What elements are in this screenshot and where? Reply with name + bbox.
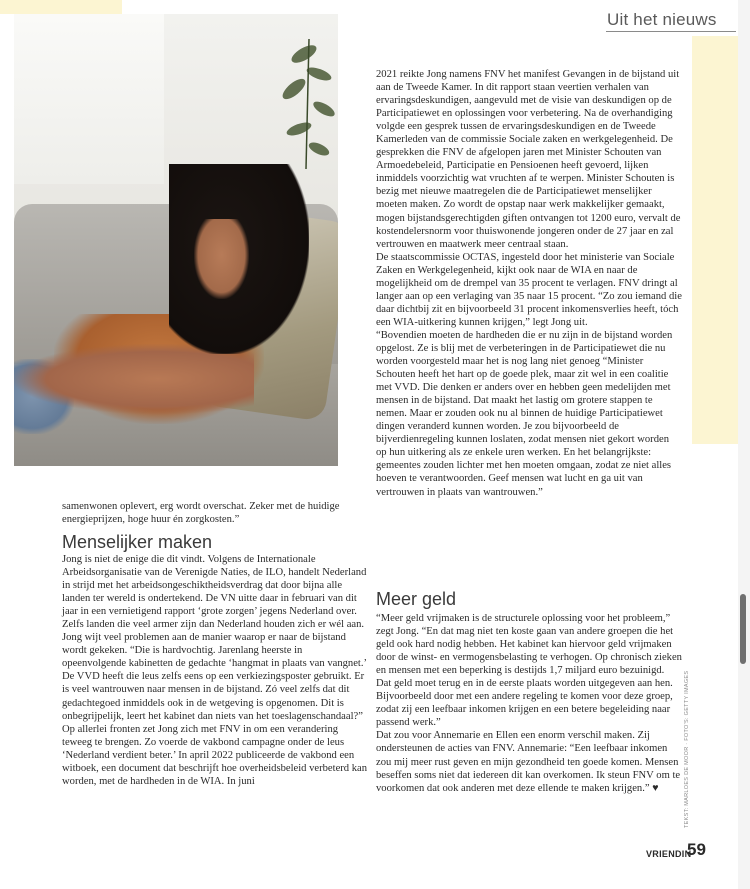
right-paragraph-3: “Bovendien moeten de hardheden die er nu zijn in de bijstand worden opgelost. Ze is blij met de verbeteringen in de Participatiewet die nu worden voorgesteld maar het is nog lang niet genoeg “Minister Schouten heeft het hart op de goede plek, maar zit wel in een coalitie met VVD. Die denken er anders over en hebben geen medelijden met mensen in de bijstand. Dat maakt het lastig om grotere stappen te nemen. Maar er zouden ook nu al binnen de huidige Participatiewet dingen veranderd kunnen worden. Je zou bijvoorbeeld de bijverdienregeling kunnen loslaten, zodat mensen niet gekort worden op hun uitkering als ze enkele uren werken. En het belangrijkste: gemeentes zouden lichter met hen moeten omgaan, zodat ze niet alles hoeven te verantwoorden. Geef mensen wat lucht en ga uit van vertrouwen in plaats van wantrouwen.” [376, 329, 673, 498]
photo-arm [14, 344, 254, 414]
article-photo [14, 14, 338, 466]
subhead-menselijker-maken: Menselijker maken [62, 532, 213, 552]
right-lower-column [376, 612, 682, 795]
subhead-meer-geld: Meer geld [376, 589, 457, 609]
right-lower-paragraph-2: Dat zou voor Annemarie en Ellen een enorm verschil maken. Zij ondersteunen de acties van FNV. Annemarie: “Een leefbaar inkomen zou mij meer rust geven en mijn gezondheid ten goede komen. Mensen beseffen soms niet dat iedereen dit kan overkomen. Ik steun FNV om te voorkomen dat ook anderen met deze ellende te maken krijgen.” ♥ [376, 730, 681, 794]
footer-magazine-name: VRIENDIN [646, 849, 692, 859]
photo-credit: TEKST: MARLOES DE MOOR · FOTO'S: GETTY IMAGES [684, 670, 690, 828]
yellow-accent-right [692, 36, 738, 444]
right-paragraph-1: 2021 reikte Jong namens FNV het manifest Gevangen in de bijstand uit aan de Tweede Kamer. In dit rapport staan veertien verhalen van ervaringsdeskundigen, aangevuld met de visie van deskundigen op de Participatiewet en oplossingen voor verbetering. Na de overhandiging volgde een gesprek tussen de ervaringsdeskundigen en de Tweede Kamerleden van de commissie Sociale zaken en werkgelegenheid. De gesprekken die FNV de afgelopen jaren met Minister Schouten van Armoedebeleid, Participatie en Pensioenen heeft gevoerd, lijken inmiddels voorzichtig wat vruchten af te werpen. Minister Schouten is bezig met nieuwe maatregelen die de Participatiewet menselijker moeten maken. Zo wordt de opstap naar werk makkelijker gemaakt, mogen bijstandsgerechtigden giften ontvangen tot 1200 euro, vervalt de kostendelersnorm voor thuiswonende jongeren onder de 27 jaar en zal vertrouwen en maatwerk meer centraal staan. [376, 69, 681, 250]
yellow-accent-top [0, 0, 122, 14]
left-paragraph-1: Jong is niet de enige die dit vindt. Volgens de Internationale Arbeidsorganisatie van de Verenigde Naties, de ILO, handelt Nederland in strijd met het arbeidsongeschiktheidsverdrag dat door bijna alle landen ter wereld is ondertekend. De VN uitte daar in februari van dit jaar in een vernietigend rapport ‘grote zorgen’ jegens Nederland over. Zelfs landen die veel armer zijn dan Nederland houden zich er wél aan. Jong wijt veel problemen aan de manier waarop er naar de bijstand wordt gekeken. “Die is hardvochtig. Jarenlang heerste in opeenvolgende kabinetten de gedachte ‘hangmat in plaats van vangnet.’ De VVD heeft die leus zelfs eens op een verkiezingsposter gebruikt. Er is veel wantrouwen naar mensen in de bijstand. Zó veel zelfs dat dit gedachtegoed inmiddels ook in de wetgeving is opgenomen. Dit is onbegrijpelijk, leert het kabinet dan niets van het toeslagenschandaal?” [62, 554, 367, 722]
left-column-body [62, 553, 368, 788]
right-lower-paragraph-1: “Meer geld vrijmaken is de structurele oplossing voor het probleem,” zegt Jong. “En dat mag niet ten koste gaan van andere groepen die het geld ook hard nodig hebben. Het kabinet kan hiervoor geld vrijmaken door de winst- en vermogensbelasting te verhogen. Op chronisch zieken en mensen met een beperking is destijds 1,7 miljard euro bezuinigd. Dat geld moet terug en in de eerste plaats worden uitgegeven aan hen. Bijvoorbeeld door met een andere regeling te komen voor deze groep, zodat zij een leefbaar inkomen krijgen en een betere begeleiding naar passend werk.” [376, 613, 682, 729]
photo-face [194, 219, 249, 299]
right-column [376, 68, 682, 499]
left-column [62, 500, 368, 526]
photo-window [14, 14, 164, 184]
scrollbar-track[interactable] [738, 0, 750, 889]
scrollbar-thumb[interactable] [740, 594, 746, 664]
section-header: Uit het nieuws [607, 10, 717, 29]
left-intro: samenwonen oplevert, erg wordt overschat. Zeker met de huidige energieprijzen, hoge huur én zorgkosten.” [62, 501, 340, 526]
header-rule [606, 31, 736, 32]
photo-plant [264, 34, 338, 174]
footer-page-number: 59 [687, 840, 706, 859]
right-paragraph-2: De staatscommissie OCTAS, ingesteld door het ministerie van Sociale Zaken en Werkgelegenheid, kijkt ook naar de WIA en naar de mogelijkheid om de drempel van 35 procent te verlagen. FNV dringt al langer aan op een verlaging van 35 naar 15 procent. “Zo zou iemand die daar dichtbij zit en bijvoorbeeld 31 procent inkomensverlies heeft, tóch een WIA-uitkering kunnen krijgen,” legt Jong uit. [376, 251, 682, 328]
left-paragraph-2: Op allerlei fronten zet Jong zich met FNV in om een verandering teweeg te brengen. Zo voerde de vakbond campagne onder de leus ‘Nederland verdient beter.’ In april 2022 publiceerde de vakbond een witboek, een document dat beschrijft hoe overheidsbeleid verbeterd kan worden, met de hardheden in de WIA. In juni [62, 723, 368, 787]
